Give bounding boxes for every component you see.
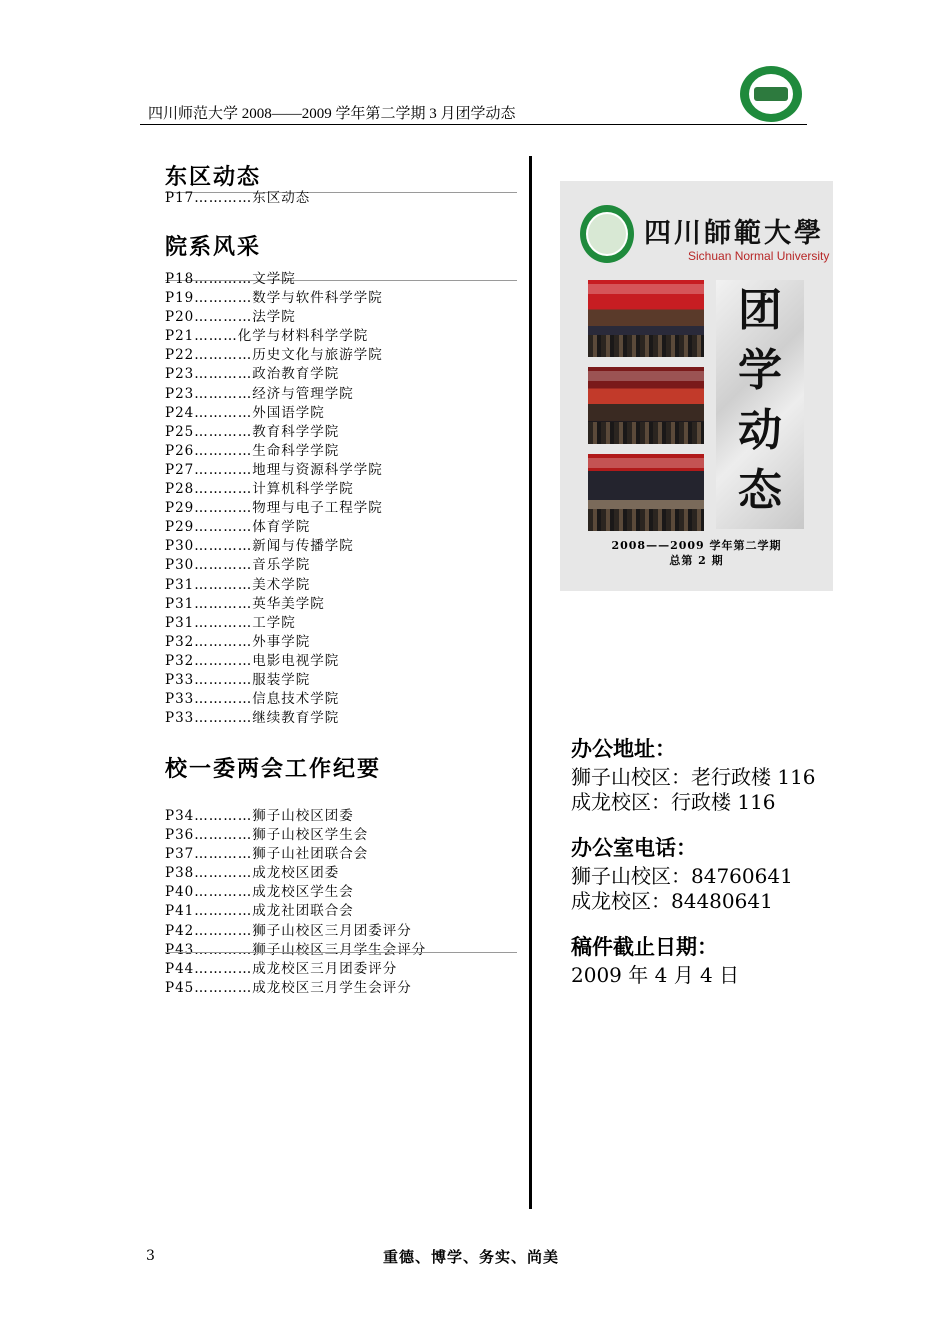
cover-title-char: 团: [738, 285, 782, 336]
toc-entry: P31…………工学院: [165, 614, 296, 631]
deadline-heading: 稿件截止日期：: [571, 935, 718, 959]
toc-entry: P34…………狮子山校区团委: [165, 808, 354, 824]
toc-entry: P30…………音乐学院: [165, 557, 311, 574]
toc-entry: P24…………外国语学院: [165, 404, 325, 421]
toc-entry: P33…………信息技术学院: [165, 691, 340, 708]
cover-title-char: 学: [738, 345, 782, 396]
east-toc-list: [165, 189, 310, 208]
section-heading-colleges: 院系风采: [165, 234, 262, 260]
cover-title-char: 态: [738, 465, 782, 516]
colleges-toc-list: [165, 270, 383, 728]
toc-entry: P33…………继续教育学院: [165, 710, 340, 727]
header-title: 四川师范大学 2008——2009 学年第二学期 3 月团学动态: [148, 106, 516, 122]
toc-entry: P29…………体育学院: [165, 519, 311, 536]
phone-line: 狮子山校区：84760641: [571, 864, 793, 888]
toc-entry: P26…………生命科学学院: [165, 442, 340, 459]
university-logo-icon: [740, 66, 802, 122]
toc-entry: P28…………计算机科学学院: [165, 481, 354, 498]
toc-entry: P30…………新闻与传播学院: [165, 538, 354, 555]
toc-entry: P32…………外事学院: [165, 633, 311, 650]
committee-toc-list: [165, 807, 426, 998]
toc-entry: P23…………政治教育学院: [165, 366, 340, 383]
magazine-cover: [560, 181, 833, 591]
toc-entry: P17…………东区动态: [165, 190, 311, 206]
cover-photo-ceremony: [588, 454, 704, 531]
cover-photo-auditorium: [588, 367, 704, 444]
cover-photo-assembly: [588, 280, 704, 357]
section-heading-east: 东区动态: [165, 164, 262, 190]
toc-entry: P44…………成龙校区三月团委评分: [165, 960, 398, 977]
toc-entry: P29…………物理与电子工程学院: [165, 500, 383, 517]
section-heading-committee: 校一委两会工作纪要: [165, 756, 382, 782]
address-line: 成龙校区：行政楼 116: [571, 790, 776, 814]
cover-title-panel: [716, 280, 804, 529]
toc-entry: P40…………成龙校区学生会: [165, 884, 354, 901]
toc-entry: P21………化学与材料科学学院: [165, 328, 369, 345]
toc-entry: P42…………狮子山校区三月团委评分: [165, 922, 412, 939]
toc-entry: P31…………英华美学院: [165, 595, 325, 612]
page-number: 3: [146, 1248, 155, 1264]
address-line: 狮子山校区：老行政楼 116: [571, 765, 816, 789]
toc-entry: P19…………数学与软件科学学院: [165, 290, 383, 307]
cover-university-name: 四川師範大學: [644, 218, 824, 249]
cover-title-char: 动: [738, 405, 782, 456]
toc-entry: P18…………文学院: [165, 271, 296, 287]
toc-entry: P45…………成龙校区三月学生会评分: [165, 979, 412, 996]
toc-entry: P41…………成龙社团联合会: [165, 903, 354, 920]
university-seal-icon: [580, 205, 634, 263]
toc-entry: P37…………狮子山社团联合会: [165, 846, 369, 863]
toc-entry: P32…………电影电视学院: [165, 652, 340, 669]
divider-line: [165, 952, 517, 953]
toc-entry: P31…………美术学院: [165, 576, 311, 593]
phone-line: 成龙校区：84480641: [571, 889, 773, 913]
toc-entry: P23…………经济与管理学院: [165, 385, 354, 402]
cover-semester: 2008——2009 学年第二学期: [611, 539, 782, 552]
toc-entry: P43…………狮子山校区三月学生会评分: [165, 941, 427, 958]
cover-university-name-en: Sichuan Normal University: [688, 249, 830, 263]
deadline-date: 2009 年 4 月 4 日: [571, 963, 740, 987]
toc-entry: P33…………服装学院: [165, 671, 311, 688]
header-rule: [140, 124, 807, 125]
phone-heading: 办公室电话：: [571, 836, 697, 860]
toc-entry: P25…………教育科学学院: [165, 423, 340, 440]
footer-motto: 重德、博学、务实、尚美: [383, 1248, 560, 1266]
toc-entry: P27…………地理与资源科学学院: [165, 461, 383, 478]
toc-entry: P38…………成龙校区团委: [165, 865, 340, 882]
toc-entry: P36…………狮子山校区学生会: [165, 827, 369, 844]
column-divider: [529, 156, 532, 1209]
cover-issue: 总第 2 期: [669, 554, 724, 567]
address-heading: 办公地址：: [571, 737, 676, 761]
toc-entry: P22…………历史文化与旅游学院: [165, 347, 383, 364]
toc-entry: P20…………法学院: [165, 309, 296, 326]
